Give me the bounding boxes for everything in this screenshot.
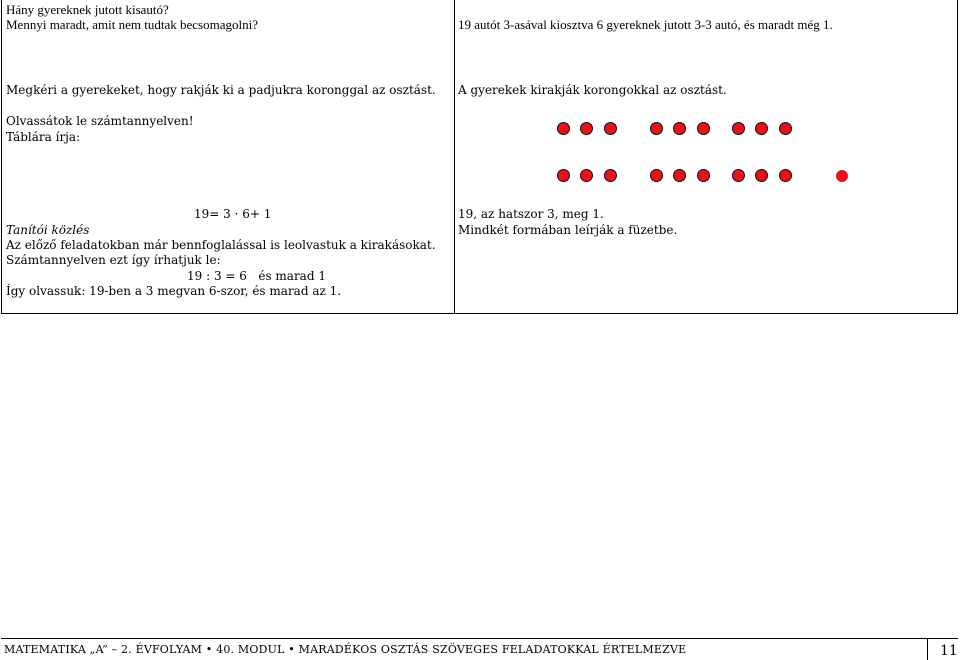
- counter-disc: [779, 169, 792, 182]
- counter-disc: [697, 169, 710, 182]
- counter-disc: [732, 169, 745, 182]
- remainder-counter-disc: [836, 170, 848, 182]
- answer-row1: 19 autót 3-asával kiosztva 6 gyereknek jutott 3-3 autó, és maradt még 1.: [458, 17, 833, 32]
- counter-disc: [580, 169, 593, 182]
- instruction-2: Olvassátok le számtannyelven!: [6, 114, 194, 128]
- counter-disc: [650, 169, 663, 182]
- counter-disc: [697, 122, 710, 135]
- counter-disc: [580, 122, 593, 135]
- footer-rule: [1, 638, 958, 639]
- column-divider: [454, 0, 455, 314]
- teacher-note-label: Tanítói közlés: [6, 223, 90, 237]
- counter-disc: [779, 122, 792, 135]
- equation: 19= 3 · 6+ 1: [194, 207, 272, 221]
- counter-disc: [755, 122, 768, 135]
- answer-row2: A gyerekek kirakják korongokkal az osztást.: [458, 83, 727, 97]
- answer-row3-2: Mindkét formában leírják a füzetbe.: [458, 223, 678, 237]
- counter-disc: [604, 122, 617, 135]
- note-line-2: Számtannyelven ezt így írhatjuk le:: [6, 253, 221, 267]
- running-footer: MATEMATIKA „A” – 2. ÉVFOLYAM • 40. MODUL • MARADÉKOS OSZTÁS SZÖVEGES FELADATOKKAL ÉRTELMEZVE: [4, 643, 687, 656]
- page-number: 11: [940, 643, 958, 659]
- counter-disc: [732, 122, 745, 135]
- counter-disc: [673, 169, 686, 182]
- instruction-1: Megkéri a gyerekeket, hogy rakják ki a padjukra koronggal az osztást.: [6, 83, 436, 97]
- question-1: Hány gyereknek jutott kisautó?: [6, 2, 169, 17]
- counter-disc: [673, 122, 686, 135]
- note-line-4: Így olvassuk: 19-ben a 3 megvan 6-szor, és marad az 1.: [6, 284, 342, 298]
- instruction-3: Táblára írja:: [6, 130, 81, 144]
- counter-disc: [557, 122, 570, 135]
- question-2: Mennyi maradt, amit nem tudtak becsomagolni?: [6, 17, 258, 32]
- answer-row3-1: 19, az hatszor 3, meg 1.: [458, 207, 604, 221]
- footer-separator: [927, 638, 928, 660]
- note-line-1: Az előző feladatokban már bennfoglalással is leolvastuk a kirakásokat.: [6, 238, 436, 252]
- counter-disc: [557, 169, 570, 182]
- counter-disc: [755, 169, 768, 182]
- counter-disc: [650, 122, 663, 135]
- division-equation: 19 : 3 = 6 és marad 1: [187, 269, 326, 283]
- counter-disc: [604, 169, 617, 182]
